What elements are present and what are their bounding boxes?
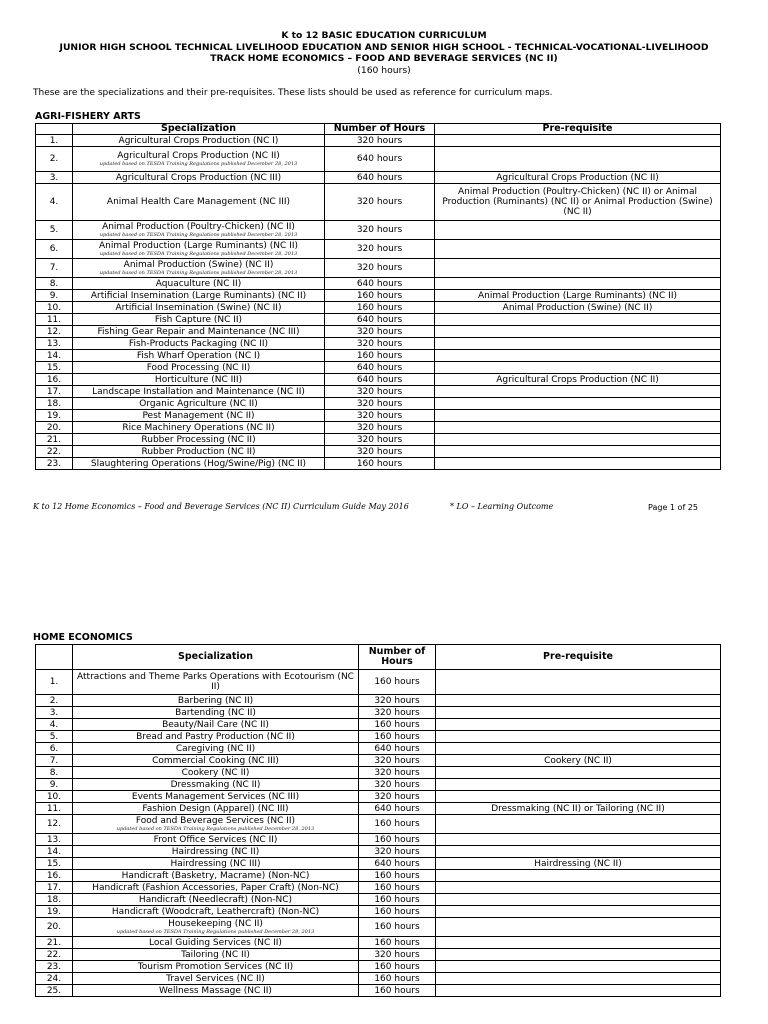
table-row <box>36 410 721 422</box>
prereq-cell <box>435 221 721 240</box>
row-number: 13. <box>36 834 73 846</box>
row-number: 2. <box>36 695 73 707</box>
page-number: Page 1 of 25 <box>648 503 698 512</box>
hours-cell: 320 hours <box>359 779 436 791</box>
specialization-cell: Commercial Cooking (NC III) <box>73 755 359 767</box>
prereq-cell <box>435 350 721 362</box>
row-number: 22. <box>36 949 73 961</box>
prereq-cell <box>436 695 721 707</box>
document-header <box>0 30 768 76</box>
hours-cell: 320 hours <box>325 135 435 147</box>
table-row <box>36 240 721 259</box>
hours-cell: 320 hours <box>325 221 435 240</box>
prereq-cell <box>435 446 721 458</box>
table-row <box>36 858 721 870</box>
table-row <box>36 803 721 815</box>
home-economics-table <box>35 644 721 997</box>
row-number: 18. <box>36 894 73 906</box>
specialization-cell: Food and Beverage Services (NC II) updated based on TESDA Training Regulations published December 28, 2013 <box>73 815 359 834</box>
prereq-cell <box>436 949 721 961</box>
row-number: 21. <box>36 434 73 446</box>
prereq-cell <box>436 961 721 973</box>
table-row <box>36 743 721 755</box>
row-number: 18. <box>36 398 73 410</box>
hours-cell: 320 hours <box>359 755 436 767</box>
specialization-cell: Slaughtering Operations (Hog/Swine/Pig) (NC II) <box>73 458 325 470</box>
prereq-cell: Agricultural Crops Production (NC II) <box>435 172 721 184</box>
row-number: 4. <box>36 719 73 731</box>
hours-cell: 320 hours <box>325 398 435 410</box>
hours-cell: 160 hours <box>359 870 436 882</box>
hours-cell: 640 hours <box>325 172 435 184</box>
specialization-cell: Animal Production (Large Ruminants) (NC II) updated based on TESDA Training Regulations published December 28, 2013 <box>73 240 325 259</box>
specialization-cell: Attractions and Theme Parks Operations with Ecotourism (NC II) <box>73 670 359 695</box>
hours-cell: 160 hours <box>325 290 435 302</box>
row-number: 23. <box>36 458 73 470</box>
prereq-cell <box>436 707 721 719</box>
prereq-cell <box>436 846 721 858</box>
row-number: 23. <box>36 961 73 973</box>
hours-cell: 320 hours <box>359 767 436 779</box>
specialization-cell: Hairdressing (NC III) <box>73 858 359 870</box>
specialization-cell: Handicraft (Fashion Accessories, Paper Craft) (Non-NC) <box>73 882 359 894</box>
specialization-cell: Bread and Pastry Production (NC II) <box>73 731 359 743</box>
table-row <box>36 815 721 834</box>
hours-cell: 160 hours <box>359 815 436 834</box>
table-row <box>36 918 721 937</box>
table-row <box>36 386 721 398</box>
specialization-cell: Rice Machinery Operations (NC II) <box>73 422 325 434</box>
prereq-cell: Animal Production (Poultry-Chicken) (NC II) or Animal Production (Ruminants) (NC II) or Animal Production (Swine) (NC II) <box>435 184 721 221</box>
row-number: 10. <box>36 791 73 803</box>
specialization-cell: Agricultural Crops Production (NC II) updated based on TESDA Training Regulations published December 28, 2013 <box>73 147 325 172</box>
row-number: 12. <box>36 326 73 338</box>
specialization-cell: Handicraft (Needlecraft) (Non-NC) <box>73 894 359 906</box>
specialization-cell: Organic Agriculture (NC II) <box>73 398 325 410</box>
specialization-cell: Housekeeping (NC II) updated based on TESDA Training Regulations published December 28, 2013 <box>73 918 359 937</box>
table-row <box>36 779 721 791</box>
row-number: 4. <box>36 184 73 221</box>
table-row <box>36 961 721 973</box>
specialization-cell: Fish Wharf Operation (NC I) <box>73 350 325 362</box>
table-row <box>36 422 721 434</box>
table-row <box>36 870 721 882</box>
prereq-cell <box>436 834 721 846</box>
hours-cell: 320 hours <box>325 386 435 398</box>
table-row <box>36 350 721 362</box>
row-number: 19. <box>36 906 73 918</box>
prereq-cell <box>435 458 721 470</box>
hours-cell: 160 hours <box>325 458 435 470</box>
specialization-cell: Artificial Insemination (Large Ruminants) (NC II) <box>73 290 325 302</box>
prereq-cell <box>436 791 721 803</box>
row-number: 8. <box>36 767 73 779</box>
row-number: 8. <box>36 278 73 290</box>
row-number: 10. <box>36 302 73 314</box>
prereq-cell: Animal Production (Swine) (NC II) <box>435 302 721 314</box>
row-number: 7. <box>36 755 73 767</box>
specialization-cell: Wellness Massage (NC II) <box>73 985 359 997</box>
hours-cell: 320 hours <box>359 791 436 803</box>
prereq-cell <box>436 731 721 743</box>
table-row <box>36 259 721 278</box>
specialization-cell: Fishing Gear Repair and Maintenance (NC III) <box>73 326 325 338</box>
row-number: 25. <box>36 985 73 997</box>
table-row <box>36 338 721 350</box>
table-row <box>36 719 721 731</box>
hours-cell: 160 hours <box>325 350 435 362</box>
row-number: 19. <box>36 410 73 422</box>
row-number: 9. <box>36 290 73 302</box>
col-specialization: Specialization <box>73 645 359 670</box>
hours-cell: 160 hours <box>359 937 436 949</box>
row-number: 17. <box>36 882 73 894</box>
specialization-cell: Tailoring (NC II) <box>73 949 359 961</box>
header-line-1: K to 12 BASIC EDUCATION CURRICULUM <box>281 30 487 41</box>
specialization-cell: Aquaculture (NC II) <box>73 278 325 290</box>
row-number: 15. <box>36 858 73 870</box>
table-row <box>36 846 721 858</box>
prereq-cell: Hairdressing (NC II) <box>436 858 721 870</box>
prereq-cell <box>436 743 721 755</box>
hours-cell: 320 hours <box>325 338 435 350</box>
prereq-cell <box>436 894 721 906</box>
specialization-cell: Cookery (NC II) <box>73 767 359 779</box>
update-note: updated based on TESDA Training Regulations published December 28, 2013 <box>99 251 298 257</box>
row-number: 1. <box>36 670 73 695</box>
specialization-cell: Animal Production (Swine) (NC II) updated based on TESDA Training Regulations published December 28, 2013 <box>73 259 325 278</box>
prereq-cell <box>435 398 721 410</box>
specialization-cell: Barbering (NC II) <box>73 695 359 707</box>
row-number: 14. <box>36 350 73 362</box>
row-number: 12. <box>36 815 73 834</box>
table-row <box>36 731 721 743</box>
prereq-cell <box>436 937 721 949</box>
prereq-cell: Agricultural Crops Production (NC II) <box>435 374 721 386</box>
row-number: 16. <box>36 374 73 386</box>
row-number: 14. <box>36 846 73 858</box>
specialization-cell: Dressmaking (NC II) <box>73 779 359 791</box>
prereq-cell <box>435 135 721 147</box>
hours-cell: 320 hours <box>359 695 436 707</box>
update-note: updated based on TESDA Training Regulations published December 28, 2013 <box>99 232 298 238</box>
table-row <box>36 894 721 906</box>
row-number: 3. <box>36 172 73 184</box>
specialization-cell: Front Office Services (NC II) <box>73 834 359 846</box>
prereq-cell <box>436 767 721 779</box>
table-row <box>36 791 721 803</box>
prereq-cell <box>436 882 721 894</box>
hours-cell: 320 hours <box>325 184 435 221</box>
hours-cell: 320 hours <box>325 434 435 446</box>
prereq-cell: Cookery (NC II) <box>436 755 721 767</box>
hours-cell: 160 hours <box>359 882 436 894</box>
hours-cell: 320 hours <box>359 949 436 961</box>
row-number: 5. <box>36 221 73 240</box>
specialization-cell: Local Guiding Services (NC II) <box>73 937 359 949</box>
hours-cell: 640 hours <box>359 743 436 755</box>
table-row <box>36 326 721 338</box>
table-row <box>36 221 721 240</box>
specialization-cell: Beauty/Nail Care (NC II) <box>73 719 359 731</box>
prereq-cell <box>435 147 721 172</box>
table-row <box>36 670 721 695</box>
hours-cell: 160 hours <box>359 670 436 695</box>
specialization-cell: Travel Services (NC II) <box>73 973 359 985</box>
hours-cell: 320 hours <box>325 422 435 434</box>
hours-cell: 160 hours <box>359 719 436 731</box>
specialization-cell: Pest Management (NC II) <box>73 410 325 422</box>
hours-cell: 640 hours <box>325 147 435 172</box>
prereq-cell <box>435 259 721 278</box>
hours-cell: 640 hours <box>325 362 435 374</box>
prereq-cell <box>435 326 721 338</box>
row-number: 17. <box>36 386 73 398</box>
prereq-cell <box>436 815 721 834</box>
table-row <box>36 755 721 767</box>
table-row <box>36 458 721 470</box>
row-number: 6. <box>36 240 73 259</box>
update-note: updated based on TESDA Training Regulations published December 28, 2013 <box>116 929 315 935</box>
row-number: 3. <box>36 707 73 719</box>
footer-lo-note: * LO – Learning Outcome <box>450 502 554 511</box>
table-row <box>36 374 721 386</box>
row-number: 9. <box>36 779 73 791</box>
row-number: 7. <box>36 259 73 278</box>
specialization-cell: Fish Capture (NC II) <box>73 314 325 326</box>
row-number: 24. <box>36 973 73 985</box>
hours-cell: 320 hours <box>359 846 436 858</box>
table-row <box>36 695 721 707</box>
agri-fishery-table <box>35 123 721 470</box>
prereq-cell <box>436 918 721 937</box>
specialization-cell: Rubber Processing (NC II) <box>73 434 325 446</box>
specialization-cell: Handicraft (Basketry, Macrame) (Non-NC) <box>73 870 359 882</box>
table-row <box>36 446 721 458</box>
table-row <box>36 278 721 290</box>
table-row <box>36 985 721 997</box>
prereq-cell <box>436 985 721 997</box>
hours-cell: 640 hours <box>359 803 436 815</box>
specialization-cell: Rubber Production (NC II) <box>73 446 325 458</box>
specialization-cell: Agricultural Crops Production (NC I) <box>73 135 325 147</box>
prereq-cell <box>436 906 721 918</box>
prereq-cell <box>435 434 721 446</box>
specialization-cell: Caregiving (NC II) <box>73 743 359 755</box>
specialization-cell: Landscape Installation and Maintenance (NC II) <box>73 386 325 398</box>
col-no <box>36 645 73 670</box>
update-note: updated based on TESDA Training Regulations published December 28, 2013 <box>99 161 298 167</box>
table-row <box>36 834 721 846</box>
specialization-cell: Artificial Insemination (Swine) (NC II) <box>73 302 325 314</box>
row-number: 5. <box>36 731 73 743</box>
table-row <box>36 707 721 719</box>
specialization-cell: Handicraft (Woodcraft, Leathercraft) (Non-NC) <box>73 906 359 918</box>
header-line-2: JUNIOR HIGH SCHOOL TECHNICAL LIVELIHOOD EDUCATION AND SENIOR HIGH SCHOOL - TECHNICAL-VOCATIONAL-LIVELIHOOD <box>59 41 709 53</box>
prereq-cell <box>435 386 721 398</box>
col-specialization: Specialization <box>73 124 325 135</box>
hours-cell: 160 hours <box>359 731 436 743</box>
row-number: 16. <box>36 870 73 882</box>
specialization-cell: Horticulture (NC III) <box>73 374 325 386</box>
specialization-cell: Events Management Services (NC III) <box>73 791 359 803</box>
hours-cell: 160 hours <box>359 834 436 846</box>
prereq-cell: Animal Production (Large Ruminants) (NC II) <box>435 290 721 302</box>
table-row <box>36 314 721 326</box>
prereq-cell <box>435 410 721 422</box>
specialization-cell: Fashion Design (Apparel) (NC III) <box>73 803 359 815</box>
specialization-cell: Hairdressing (NC II) <box>73 846 359 858</box>
prereq-cell <box>436 973 721 985</box>
hours-cell: 320 hours <box>325 326 435 338</box>
footer-curriculum-guide: K to 12 Home Economics – Food and Beverage Services (NC II) Curriculum Guide May 2016 <box>33 502 409 511</box>
row-number: 20. <box>36 422 73 434</box>
specialization-cell: Tourism Promotion Services (NC II) <box>73 961 359 973</box>
prereq-cell <box>435 362 721 374</box>
hours-cell: 320 hours <box>325 259 435 278</box>
table-row <box>36 882 721 894</box>
table-row <box>36 362 721 374</box>
row-number: 21. <box>36 937 73 949</box>
table-row <box>36 184 721 221</box>
table-row <box>36 290 721 302</box>
row-number: 20. <box>36 918 73 937</box>
row-number: 2. <box>36 147 73 172</box>
table-row <box>36 973 721 985</box>
hours-cell: 160 hours <box>359 918 436 937</box>
specialization-cell: Fish-Products Packaging (NC II) <box>73 338 325 350</box>
specialization-cell: Bartending (NC II) <box>73 707 359 719</box>
prereq-cell: Dressmaking (NC II) or Tailoring (NC II) <box>436 803 721 815</box>
table-row <box>36 767 721 779</box>
table-row <box>36 949 721 961</box>
table-row <box>36 147 721 172</box>
prereq-cell <box>435 314 721 326</box>
prereq-cell <box>435 422 721 434</box>
header-hours: (160 hours) <box>357 64 411 76</box>
row-number: 11. <box>36 314 73 326</box>
specialization-cell: Agricultural Crops Production (NC III) <box>73 172 325 184</box>
table-row <box>36 302 721 314</box>
row-number: 13. <box>36 338 73 350</box>
hours-cell: 320 hours <box>325 240 435 259</box>
hours-cell: 320 hours <box>325 410 435 422</box>
hours-cell: 640 hours <box>325 278 435 290</box>
specialization-cell: Animal Production (Poultry-Chicken) (NC II) updated based on TESDA Training Regulations published December 28, 2013 <box>73 221 325 240</box>
prereq-cell <box>435 240 721 259</box>
update-note: updated based on TESDA Training Regulations published December 28, 2013 <box>116 826 315 832</box>
hours-cell: 640 hours <box>325 314 435 326</box>
hours-cell: 160 hours <box>359 973 436 985</box>
hours-cell: 160 hours <box>359 961 436 973</box>
row-number: 1. <box>36 135 73 147</box>
prereq-cell <box>435 278 721 290</box>
col-no <box>36 124 73 135</box>
table-row <box>36 434 721 446</box>
col-hours: Number of Hours <box>359 645 436 670</box>
table-header-row <box>36 124 721 135</box>
hours-cell: 160 hours <box>359 985 436 997</box>
row-number: 15. <box>36 362 73 374</box>
col-hours: Number of Hours <box>325 124 435 135</box>
table-row <box>36 937 721 949</box>
prereq-cell <box>436 719 721 731</box>
row-number: 22. <box>36 446 73 458</box>
hours-cell: 160 hours <box>359 894 436 906</box>
intro-text: These are the specializations and their pre-requisites. These lists should be used as reference for curriculum maps. <box>33 88 553 98</box>
table-row <box>36 906 721 918</box>
specialization-cell: Food Processing (NC II) <box>73 362 325 374</box>
col-prereq: Pre-requisite <box>436 645 721 670</box>
hours-cell: 320 hours <box>359 707 436 719</box>
agri-section-title: AGRI-FISHERY ARTS <box>35 111 141 122</box>
table-row <box>36 135 721 147</box>
prereq-cell <box>436 670 721 695</box>
row-number: 11. <box>36 803 73 815</box>
prereq-cell <box>436 870 721 882</box>
hours-cell: 160 hours <box>359 906 436 918</box>
hours-cell: 320 hours <box>325 446 435 458</box>
table-row <box>36 398 721 410</box>
header-line-3: TRACK HOME ECONOMICS – FOOD AND BEVERAGE SERVICES (NC II) <box>210 53 558 64</box>
hours-cell: 160 hours <box>325 302 435 314</box>
table-header-row <box>36 645 721 670</box>
specialization-cell: Animal Health Care Management (NC III) <box>73 184 325 221</box>
row-number: 6. <box>36 743 73 755</box>
hours-cell: 640 hours <box>359 858 436 870</box>
prereq-cell <box>435 338 721 350</box>
prereq-cell <box>436 779 721 791</box>
table-row <box>36 172 721 184</box>
update-note: updated based on TESDA Training Regulations published December 28, 2013 <box>99 270 298 276</box>
col-prereq: Pre-requisite <box>435 124 721 135</box>
hours-cell: 640 hours <box>325 374 435 386</box>
home-section-title: HOME ECONOMICS <box>33 632 133 643</box>
